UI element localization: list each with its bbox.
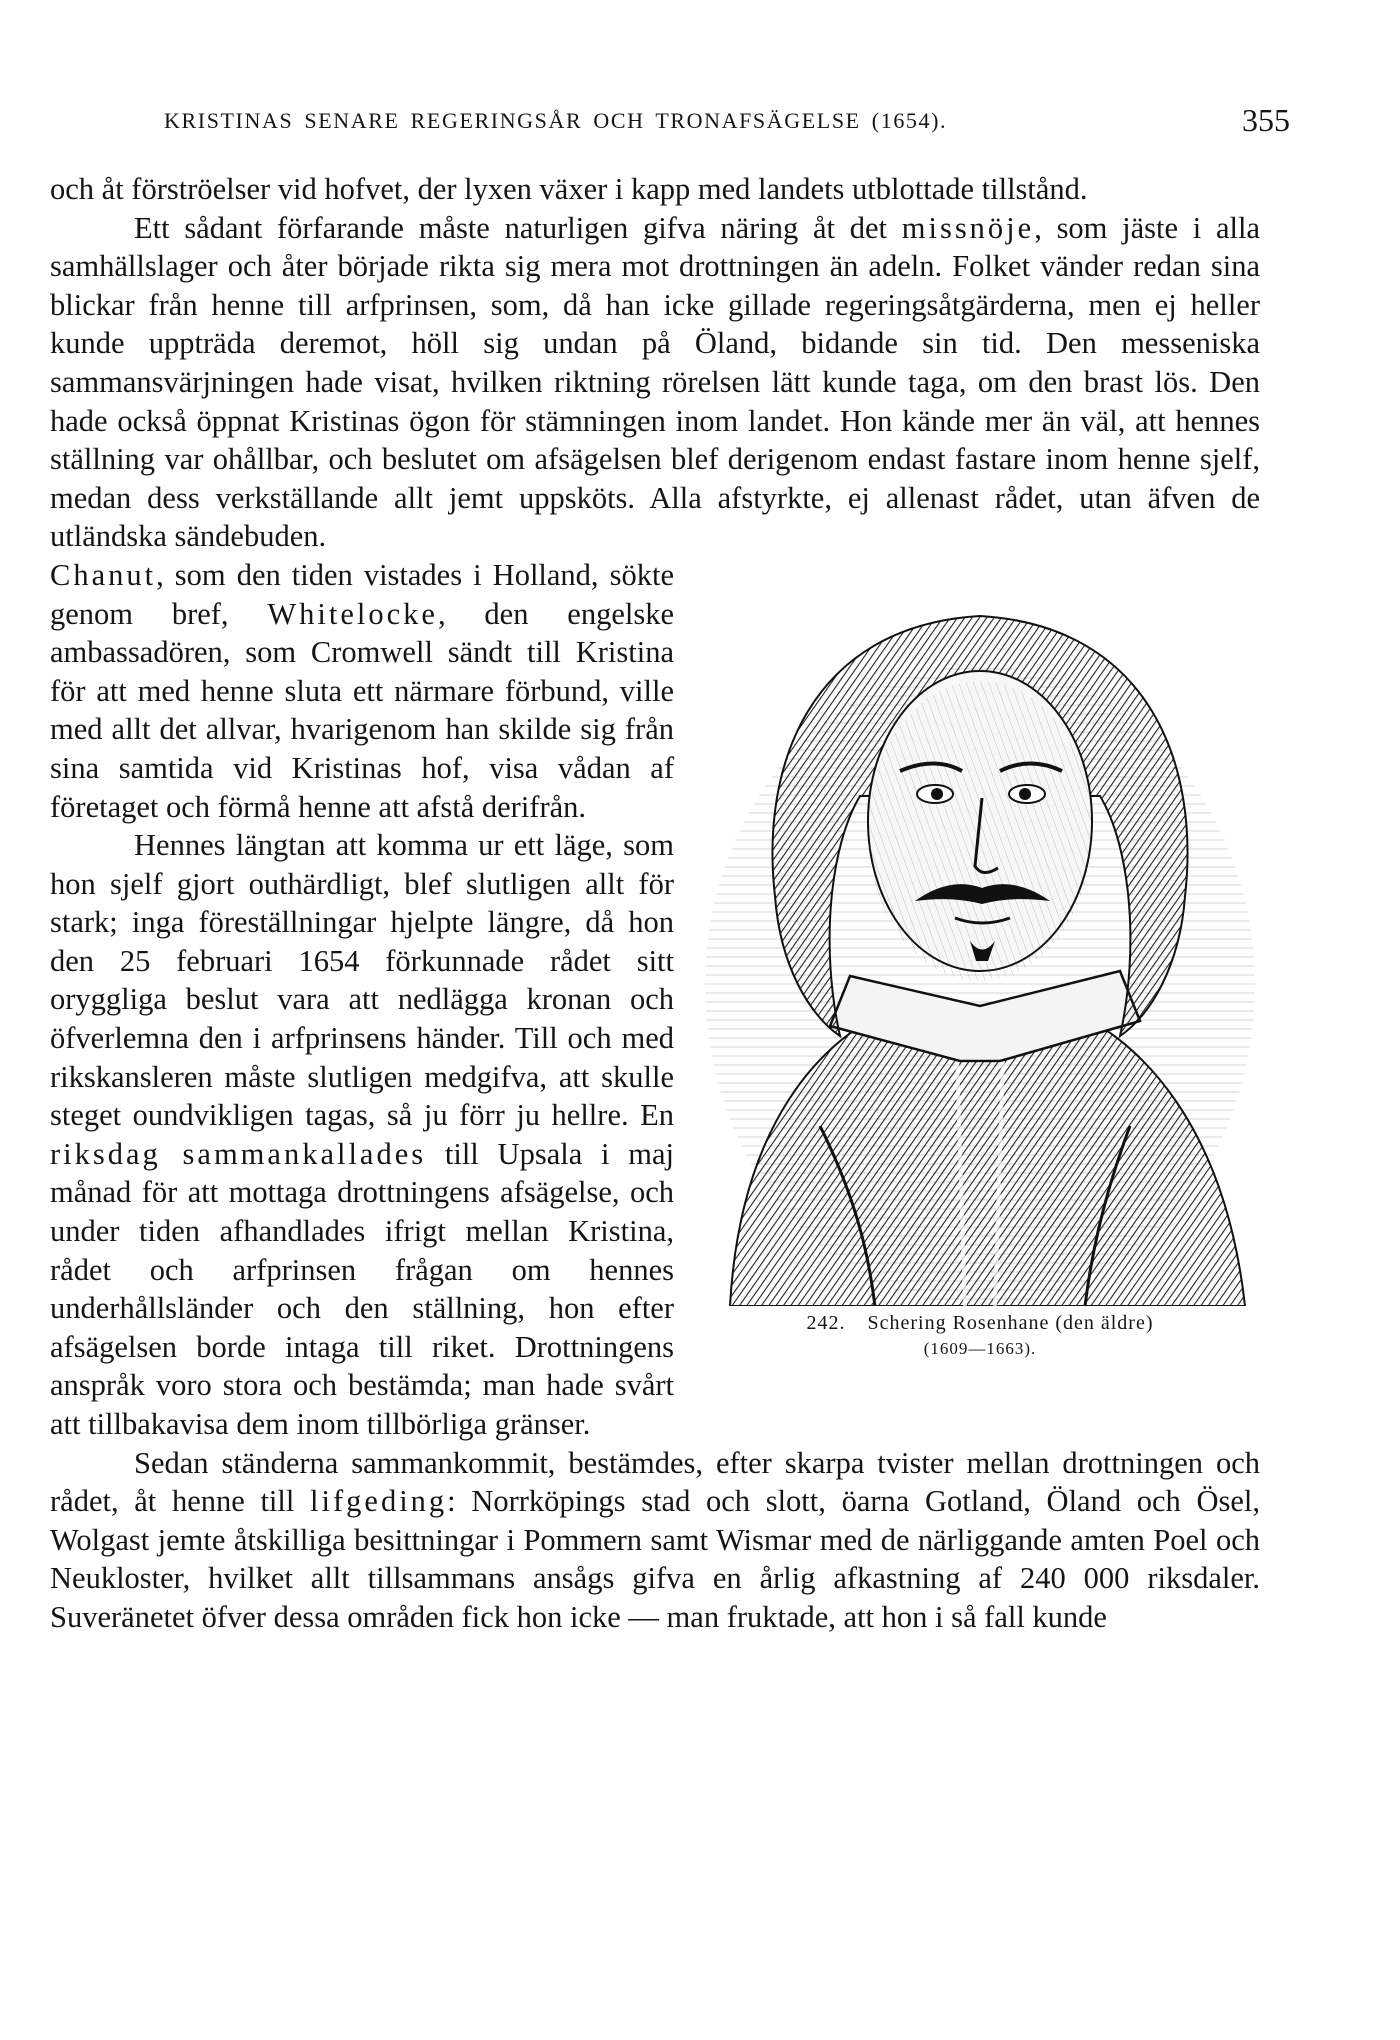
paragraph-2: [50, 209, 1260, 556]
p4-spaced-lifgeding: lifgeding: [310, 1484, 448, 1519]
caption-title: Schering Rosenhane (den äldre): [867, 1311, 1154, 1334]
p4-text-c: : Norrköpings stad och slott, öarna Gotland, Öland och Ösel, Wolgast jemte åtskilliga besittningar i Pommern samt Wismar med de närliggande amten Poel och Neukloster, hvilket allt tillsammans ansågs gifva en årlig afkastning af 240 000 riksdaler. Suveränetet öfver dessa områden fick hon icke — man fruktade, att hon i så fall kunde: [50, 1484, 1261, 1634]
p2-text-c: , som jäste i alla samhällslager och åter började rikta sig mera mot drottningen än adeln. Folket vänder redan sina blickar från henne till arfprinsen, som, då han icke gillade regeringsåtgärderna, men ej heller kunde uppträda deremot, höll sig undan på Öland, bidande sin tid. Den messeniska sammansvärjningen hade visat, hvilken riktning rörelsen lätt kunde taga, om den brast lös. Den hade också öppnat Kristinas ögon för stämningen inom landet. Hon kände mer än väl, att hennes ställning var ohållbar, och beslutet om afsägelsen blef derigenom endast fastare inom henne sjelf, medan dess verkställande allt jemt uppsköts. Alla afstyrkte, ej allenast rådet, utan äfven de utländska sändebuden.: [50, 210, 1260, 554]
right-pupil: [1019, 788, 1031, 800]
p2-text-g: , den engelske ambassadören, som Cromwell sändt till Kristina för att med henne sluta ett närmare förbund, ville med allt det allvar, hvarigenom han skilde sig från sina samtida vid Kristinas hof, visa vådan af företaget och förmå henne att afstå derifrån.: [50, 596, 674, 824]
body-text: [50, 170, 1260, 1637]
portrait-figure: [700, 566, 1260, 1386]
p3-text-c: till Upsala i maj månad för att mottaga drottningens afsägelse, och under tiden afhandlades ifrigt mellan Kristina, rådet och arfprinsen frågan om hennes underhållsländer och den ställning, hon efter afsägelsen borde intaga till riket. Drottningens anspråk voro stora och bestämda; man hade svårt att tillbakavisa dem inom tillbörliga gränser.: [50, 1136, 674, 1441]
paragraph-4: [50, 1444, 1260, 1637]
portrait-engraving: [700, 566, 1260, 1306]
caption-years: (1609—1663).: [923, 1338, 1037, 1358]
page-header: [80, 102, 1300, 148]
running-head: KRISTINAS SENARE REGERINGSÅR OCH TRONAFSÄGELSE (1654).: [164, 108, 948, 133]
p2-spaced-whitelocke: Whitelocke: [267, 596, 438, 631]
left-pupil: [931, 788, 943, 800]
p2-spaced-missnoje: missnöje: [901, 210, 1035, 245]
p4-text-a: Sedan ständerna sammankommit, bestämdes, efter skarpa tvister mellan drottningen och rådet, åt henne till: [50, 1445, 1260, 1519]
p3-spaced-riksdag: riksdag sammankallades: [50, 1136, 427, 1171]
p2-text-e: , som den tiden vistades i Holland, sökte genom bref,: [50, 557, 674, 631]
p2-spaced-chanut: Chanut: [50, 557, 157, 592]
p3-text-a: Hennes längtan att komma ur ett läge, som hon sjelf gjort outhärdligt, blef slutligen allt för stark; inga föreställningar hjelpte längre, då hon den 25 februari 1654 förkunnade rådet sitt oryggliga beslut vara att nedlägga kronan och öfverlemna den i arfprinsens händer. Till och med rikskansleren måste slutligen medgifva, att skulle steget oundvikligen tagas, så ju förr ju hellre. En: [50, 828, 674, 1133]
paragraph-1: och åt förströelser vid hofvet, der lyxen växer i kapp med landets utblottade tillstånd.: [50, 172, 1088, 206]
caption-line-1: [700, 1310, 1260, 1336]
figure-caption: [700, 1310, 1260, 1362]
p2-text-a: Ett sådant förfarande måste naturligen gifva näring åt det: [134, 210, 902, 245]
page-number: 355: [1242, 102, 1290, 138]
figure-number: 242.: [806, 1311, 846, 1334]
